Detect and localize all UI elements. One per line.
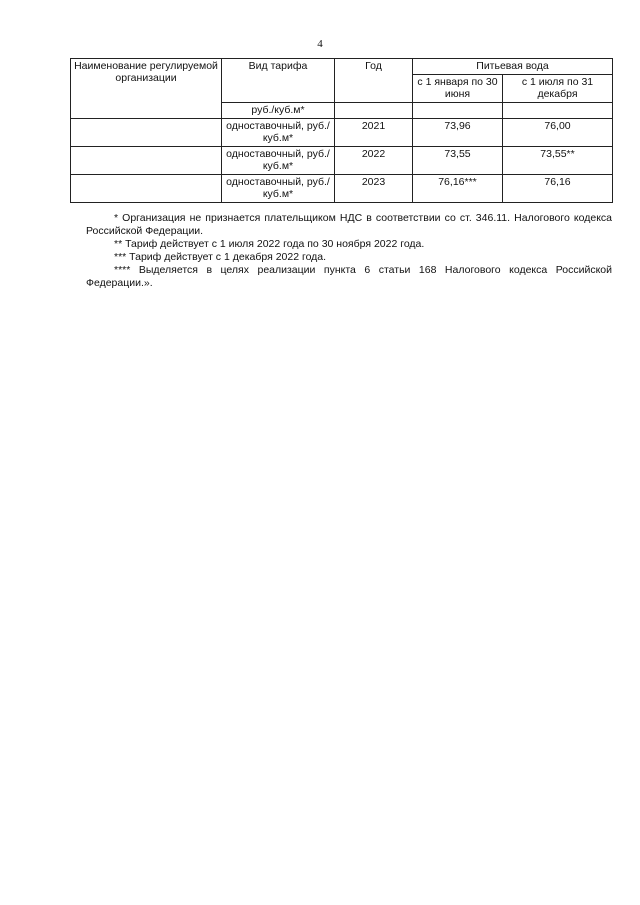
tariff-type-cell: одноставочный, руб./куб.м*: [222, 119, 335, 147]
footnotes: [86, 212, 612, 290]
footnote: ** Тариф действует с 1 июля 2022 года по 30 ноября 2022 года.: [114, 238, 425, 250]
price-p1-cell: 73,55: [413, 147, 503, 175]
unit-p2-cell: [503, 103, 613, 119]
year-cell: 2023: [335, 175, 413, 203]
header-year: Год: [335, 59, 413, 103]
tariff-table: [70, 58, 613, 203]
footnote: *** Тариф действует с 1 декабря 2022 года.: [114, 251, 327, 263]
org-cell: [71, 175, 222, 203]
org-cell: [71, 147, 222, 175]
price-p2-cell: 76,00: [503, 119, 613, 147]
unit-p1-cell: [413, 103, 503, 119]
year-cell: 2022: [335, 147, 413, 175]
table-row: [71, 175, 613, 203]
header-period-2: с 1 июля по 31 декабря: [503, 75, 613, 103]
price-p1-cell: 73,96: [413, 119, 503, 147]
unit-cell: руб./куб.м*: [222, 103, 335, 119]
tariff-type-cell: одноставочный, руб./куб.м*: [222, 147, 335, 175]
footnote: * Организация не признается плательщиком НДС в соответствии со ст. 346.11. Налогового кодекса Российской Федерации.: [86, 212, 612, 237]
table-header-row: [71, 59, 613, 75]
header-org: Наименование регулируемой организации: [71, 59, 222, 119]
page-number: 4: [317, 38, 323, 50]
year-cell: 2021: [335, 119, 413, 147]
price-p2-cell: 76,16: [503, 175, 613, 203]
header-period-1: с 1 января по 30 июня: [413, 75, 503, 103]
header-water: Питьевая вода: [413, 59, 613, 75]
header-tariff-type: Вид тарифа: [222, 59, 335, 103]
price-p2-cell: 73,55**: [503, 147, 613, 175]
unit-year-cell: [335, 103, 413, 119]
org-cell: [71, 119, 222, 147]
footnote: **** Выделяется в целях реализации пункта 6 статьи 168 Налогового кодекса Российской Федерации.».: [86, 264, 612, 289]
price-p1-cell: 76,16***: [413, 175, 503, 203]
table-row: [71, 119, 613, 147]
tariff-type-cell: одноставочный, руб./куб.м*: [222, 175, 335, 203]
table-row: [71, 147, 613, 175]
